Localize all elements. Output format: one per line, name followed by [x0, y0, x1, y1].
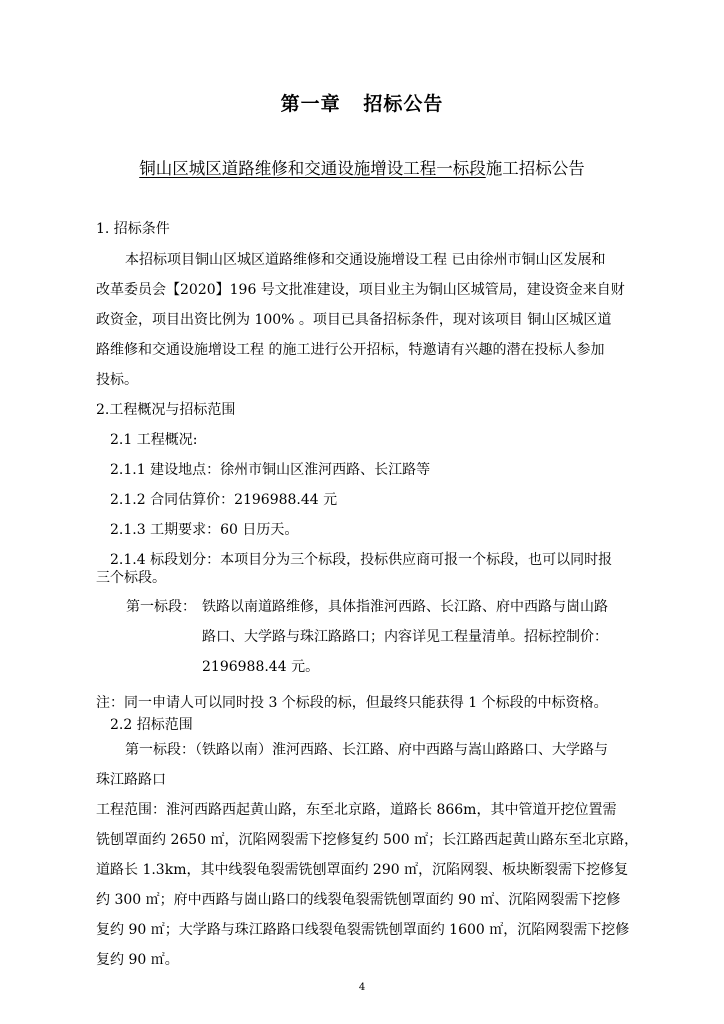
section-2-2-heading: 2.2 招标范围 [110, 717, 193, 733]
note: 注：同一申请人可以同时投 3 个标段的标，但最终只能获得 1 个标段的中标资格。 [96, 695, 608, 711]
work-scope-line-3: 道路长 1.3km，其中线裂龟裂需铣刨罩面约 290 ㎡，沉陷网裂、板块断裂需下挖修复 [96, 862, 629, 878]
work-scope-line-5: 复约 90 ㎡；大学路与珠江路路口线裂龟裂需铣刨罩面约 1600 ㎡，沉陷网裂需下挖修 [96, 922, 630, 938]
lot-1-line-3: 2196988.44 元。 [202, 659, 320, 675]
document-title-underlined: 铜山区城区道路维修和交通设施增设工程一标段 [139, 159, 486, 178]
chapter-title: 第一章 招标公告 [280, 93, 444, 115]
lot-1-line-2: 路口、大学路与珠江路路口；内容详见工程量清单。招标控制价： [202, 629, 608, 645]
section-1-line-5: 投标。 [96, 372, 138, 388]
scope-line-2: 珠江路路口 [96, 772, 166, 788]
page-number: 4 [358, 982, 366, 993]
lot-division-line-2: 三个标段。 [96, 570, 166, 586]
work-scope-line-6: 复约 90 ㎡。 [96, 952, 179, 968]
construction-period: 2.1.3 工期要求：60 日历天。 [110, 522, 299, 538]
section-1-heading: 1. 招标条件 [96, 221, 170, 237]
lot-1-label: 第一标段： [126, 599, 196, 615]
document-title [0, 155, 724, 179]
work-scope-line-1: 工程范围：淮河西路西起黄山路，东至北京路，道路长 866m，其中管道开挖位置需 [96, 802, 617, 818]
lot-1-line-1: 铁路以南道路维修，具体指淮河西路、长江路、府中西路与崮山路 [202, 599, 608, 615]
construction-location: 2.1.1 建设地点：徐州市铜山区淮河西路、长江路等 [110, 462, 431, 478]
section-2-heading: 2.工程概况与招标范围 [96, 402, 236, 418]
section-1-line-3: 政资金，项目出资比例为 100% 。项目已具备招标条件，现对该项目 铜山区城区道 [96, 312, 612, 328]
work-scope-line-4: 约 300 ㎡；府中西路与崮山路口的线裂龟裂需铣刨罩面约 90 ㎡、沉陷网裂需下挖修 [96, 892, 621, 908]
lot-division-line-1: 2.1.4 标段划分：本项目分为三个标段，投标供应商可报一个标段，也可以同时报 [110, 552, 613, 568]
document-title-rest: 施工招标公告 [485, 159, 585, 178]
contract-estimate: 2.1.2 合同估算价：2196988.44 元 [110, 492, 338, 508]
section-2-1-heading: 2.1 工程概况: [110, 432, 198, 448]
section-1-line-4: 路维修和交通设施增设工程 的施工进行公开招标，特邀请有兴趣的潜在投标人参加 [96, 342, 605, 358]
section-1-line-1: 本招标项目铜山区城区道路维修和交通设施增设工程 已由徐州市铜山区发展和 [125, 252, 606, 268]
work-scope-line-2: 铣刨罩面约 2650 ㎡，沉陷网裂需下挖修复约 500 ㎡；长江路西起黄山路东至北京路， [96, 832, 639, 848]
section-1-line-2: 改革委员会【2020】196 号文批准建设，项目业主为铜山区城管局，建设资金来自财 [96, 282, 625, 298]
scope-line-1: 第一标段：（铁路以南）淮河西路、长江路、府中西路与嵩山路路口、大学路与 [125, 742, 608, 758]
